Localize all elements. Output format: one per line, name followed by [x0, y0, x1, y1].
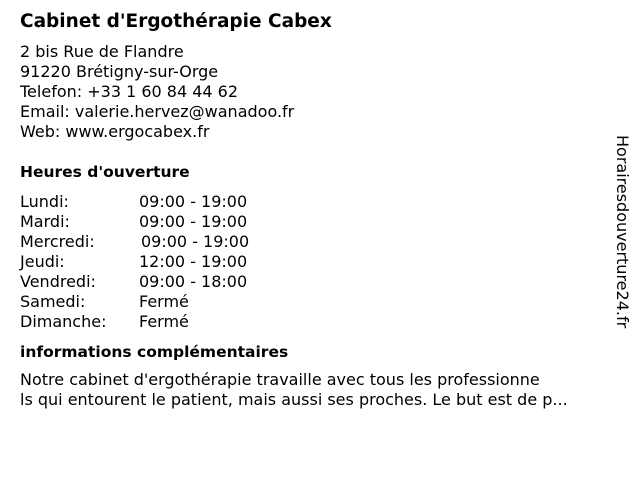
day-label: Vendredi: — [20, 272, 96, 291]
day-label: Mardi: — [20, 212, 70, 231]
time-value: Fermé — [139, 312, 189, 331]
hours-row-lundi — [20, 192, 620, 212]
website: Web: www.ergocabex.fr — [20, 122, 210, 141]
info-description — [20, 370, 620, 410]
day-label: Dimanche: — [20, 312, 107, 331]
site-watermark: Horairesdouverture24.fr — [613, 135, 632, 329]
day-label: Jeudi: — [20, 252, 65, 271]
hours-row-jeudi — [20, 252, 620, 272]
info-line-1: Notre cabinet d'ergothérapie travaille avec tous les professionne — [20, 370, 540, 389]
time-value: 09:00 - 19:00 — [141, 232, 250, 251]
business-card — [20, 10, 620, 410]
time-value: 09:00 - 19:00 — [139, 212, 248, 231]
time-value: Fermé — [139, 292, 189, 311]
hours-row-mardi — [20, 212, 620, 232]
time-value: 09:00 - 18:00 — [139, 272, 248, 291]
business-name: Cabinet d'Ergothérapie Cabex — [20, 11, 332, 32]
time-value: 09:00 - 19:00 — [139, 192, 248, 211]
hours-row-samedi — [20, 292, 620, 312]
opening-hours-table — [20, 192, 620, 332]
address-street: 2 bis Rue de Flandre — [20, 42, 184, 61]
info-line-2: ls qui entourent le patient, mais aussi ses proches. Le but est de p... — [20, 390, 568, 409]
time-value: 12:00 - 19:00 — [139, 252, 248, 271]
hours-row-vendredi — [20, 272, 620, 292]
day-label: Mercredi: — [20, 232, 95, 251]
day-label: Samedi: — [20, 292, 86, 311]
phone-number: Telefon: +33 1 60 84 44 62 — [20, 82, 239, 101]
hours-row-mercredi — [20, 232, 620, 252]
contact-block — [20, 42, 620, 142]
hours-heading: Heures d'ouverture — [20, 163, 190, 181]
day-label: Lundi: — [20, 192, 69, 211]
info-heading: informations complémentaires — [20, 343, 289, 361]
email-address: Email: valerie.hervez@wanadoo.fr — [20, 102, 295, 121]
address-city: 91220 Brétigny-sur-Orge — [20, 62, 219, 81]
hours-row-dimanche — [20, 312, 620, 332]
